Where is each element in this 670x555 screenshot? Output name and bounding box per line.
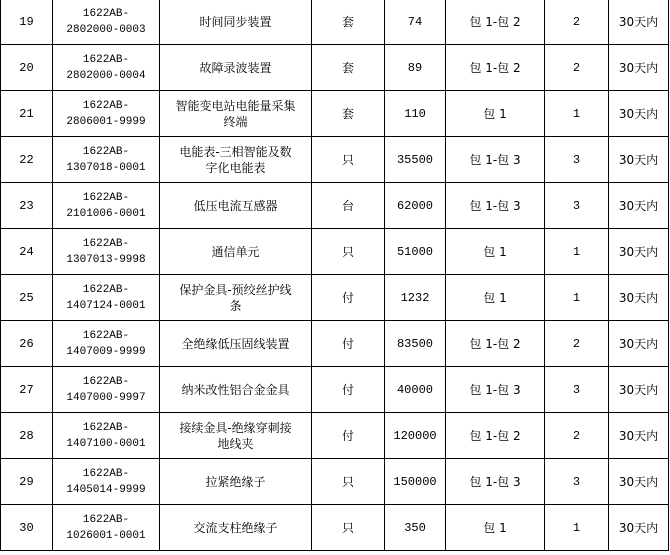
- unit-cell: 套: [312, 45, 385, 91]
- quantity-cell: 35500: [385, 137, 446, 183]
- material-name-cell: [160, 275, 312, 321]
- quantity-cell: 89: [385, 45, 446, 91]
- material-code-line: 1407124-0001: [66, 299, 146, 312]
- package-cell: 包 1-包 2: [446, 0, 545, 45]
- material-code-line: 1622AB-: [82, 237, 130, 250]
- seq-cell: 20: [1, 45, 53, 91]
- seq-cell: 21: [1, 91, 53, 137]
- material-name-line: 接续金具-绝缘穿刺接: [179, 420, 292, 435]
- table-row: [1, 0, 669, 45]
- material-name-cell: [160, 459, 312, 505]
- package-count-cell: 2: [545, 413, 609, 459]
- material-name-cell: [160, 367, 312, 413]
- table-row: [1, 367, 669, 413]
- package-cell: 包 1: [446, 91, 545, 137]
- unit-cell: 付: [312, 321, 385, 367]
- material-name-cell: [160, 183, 312, 229]
- seq-cell: 29: [1, 459, 53, 505]
- material-code-cell: [53, 137, 160, 183]
- table-row: [1, 229, 669, 275]
- quantity-cell: 350: [385, 505, 446, 551]
- table-row: [1, 45, 669, 91]
- seq-cell: 30: [1, 505, 53, 551]
- material-code-line: 1622AB-: [82, 513, 130, 526]
- unit-cell: 付: [312, 367, 385, 413]
- material-code-cell: [53, 459, 160, 505]
- package-count-cell: 2: [545, 0, 609, 45]
- delivery-cell: 30天内: [609, 45, 669, 91]
- material-code-cell: [53, 367, 160, 413]
- delivery-cell: 30天内: [609, 0, 669, 45]
- material-name-line: 拉紧绝缘子: [205, 474, 266, 489]
- quantity-cell: 62000: [385, 183, 446, 229]
- table-body: [1, 0, 669, 551]
- material-code-cell: [53, 321, 160, 367]
- package-cell: 包 1-包 2: [446, 45, 545, 91]
- material-name-line: 条: [229, 298, 242, 313]
- table-row: [1, 275, 669, 321]
- package-count-cell: 3: [545, 137, 609, 183]
- table-row: [1, 91, 669, 137]
- unit-cell: 只: [312, 459, 385, 505]
- delivery-cell: 30天内: [609, 137, 669, 183]
- quantity-cell: 51000: [385, 229, 446, 275]
- material-code-line: 1407000-9997: [66, 391, 146, 404]
- seq-cell: 19: [1, 0, 53, 45]
- delivery-cell: 30天内: [609, 183, 669, 229]
- seq-cell: 23: [1, 183, 53, 229]
- package-count-cell: 3: [545, 183, 609, 229]
- package-count-cell: 1: [545, 275, 609, 321]
- package-count-cell: 1: [545, 505, 609, 551]
- material-code-line: 1622AB-: [82, 467, 130, 480]
- package-cell: 包 1-包 3: [446, 459, 545, 505]
- package-cell: 包 1-包 2: [446, 321, 545, 367]
- material-code-line: 1622AB-: [82, 145, 130, 158]
- material-code-line: 1407009-9999: [66, 345, 146, 358]
- table-row: [1, 505, 669, 551]
- material-name-cell: [160, 137, 312, 183]
- material-code-line: 1622AB-: [82, 191, 130, 204]
- material-code-line: 1405014-9999: [66, 483, 146, 496]
- material-code-cell: [53, 229, 160, 275]
- package-count-cell: 1: [545, 229, 609, 275]
- seq-cell: 27: [1, 367, 53, 413]
- material-code-line: 2101006-0001: [66, 207, 146, 220]
- material-code-line: 1622AB-: [82, 329, 130, 342]
- package-cell: 包 1-包 3: [446, 137, 545, 183]
- package-cell: 包 1-包 3: [446, 183, 545, 229]
- unit-cell: 套: [312, 0, 385, 45]
- delivery-cell: 30天内: [609, 505, 669, 551]
- material-code-cell: [53, 183, 160, 229]
- table-row: [1, 183, 669, 229]
- unit-cell: 只: [312, 137, 385, 183]
- quantity-cell: 40000: [385, 367, 446, 413]
- material-name-line: 故障录波装置: [199, 60, 272, 75]
- material-name-line: 终端: [223, 114, 248, 129]
- material-name-cell: [160, 229, 312, 275]
- material-name-cell: [160, 45, 312, 91]
- material-name-line: 纳米改性铝合金金具: [181, 382, 290, 397]
- material-name-line: 电能表-三相智能及数: [179, 144, 292, 159]
- table-row: [1, 413, 669, 459]
- delivery-cell: 30天内: [609, 91, 669, 137]
- unit-cell: 台: [312, 183, 385, 229]
- package-count-cell: 3: [545, 459, 609, 505]
- package-cell: 包 1: [446, 275, 545, 321]
- table-row: [1, 459, 669, 505]
- material-name-cell: [160, 321, 312, 367]
- material-name-line: 字化电能表: [205, 160, 266, 175]
- material-code-line: 1622AB-: [82, 99, 130, 112]
- unit-cell: 只: [312, 229, 385, 275]
- material-code-cell: [53, 45, 160, 91]
- table-row: [1, 137, 669, 183]
- delivery-cell: 30天内: [609, 229, 669, 275]
- seq-cell: 22: [1, 137, 53, 183]
- material-code-line: 1622AB-: [82, 421, 130, 434]
- material-name-cell: [160, 0, 312, 45]
- package-count-cell: 2: [545, 321, 609, 367]
- unit-cell: 付: [312, 413, 385, 459]
- delivery-cell: 30天内: [609, 413, 669, 459]
- package-count-cell: 2: [545, 45, 609, 91]
- material-name-cell: [160, 91, 312, 137]
- seq-cell: 24: [1, 229, 53, 275]
- package-cell: 包 1: [446, 229, 545, 275]
- quantity-cell: 83500: [385, 321, 446, 367]
- package-cell: 包 1-包 3: [446, 367, 545, 413]
- material-name-line: 低压电流互感器: [193, 198, 278, 213]
- delivery-cell: 30天内: [609, 321, 669, 367]
- material-name-line: 时间同步装置: [199, 14, 272, 29]
- package-cell: 包 1: [446, 505, 545, 551]
- unit-cell: 付: [312, 275, 385, 321]
- package-cell: 包 1-包 2: [446, 413, 545, 459]
- seq-cell: 26: [1, 321, 53, 367]
- package-count-cell: 1: [545, 91, 609, 137]
- material-code-line: 1407100-0001: [66, 437, 146, 450]
- quantity-cell: 150000: [385, 459, 446, 505]
- quantity-cell: 1232: [385, 275, 446, 321]
- material-code-line: 2806001-9999: [66, 115, 146, 128]
- table-row: [1, 321, 669, 367]
- material-code-line: 1307013-9998: [66, 253, 146, 266]
- material-code-cell: [53, 413, 160, 459]
- package-count-cell: 3: [545, 367, 609, 413]
- material-code-line: 1307018-0001: [66, 161, 146, 174]
- delivery-cell: 30天内: [609, 459, 669, 505]
- material-name-line: 交流支柱绝缘子: [193, 520, 278, 535]
- quantity-cell: 120000: [385, 413, 446, 459]
- material-name-line: 保护金具-预绞丝护线: [179, 282, 292, 297]
- material-name-line: 地线夹: [217, 436, 254, 451]
- material-code-cell: [53, 275, 160, 321]
- material-code-line: 1622AB-: [82, 283, 130, 296]
- delivery-cell: 30天内: [609, 367, 669, 413]
- material-code-cell: [53, 505, 160, 551]
- material-name-cell: [160, 413, 312, 459]
- material-code-line: 1622AB-: [82, 7, 130, 20]
- delivery-cell: 30天内: [609, 275, 669, 321]
- quantity-cell: 110: [385, 91, 446, 137]
- material-code-line: 1622AB-: [82, 53, 130, 66]
- seq-cell: 28: [1, 413, 53, 459]
- material-code-cell: [53, 0, 160, 45]
- material-code-line: 1026001-0001: [66, 529, 146, 542]
- unit-cell: 套: [312, 91, 385, 137]
- material-code-line: 2802000-0003: [66, 23, 146, 36]
- material-name-line: 全绝缘低压固线装置: [181, 336, 290, 351]
- material-code-line: 1622AB-: [82, 375, 130, 388]
- unit-cell: 只: [312, 505, 385, 551]
- seq-cell: 25: [1, 275, 53, 321]
- quantity-cell: 74: [385, 0, 446, 45]
- material-code-cell: [53, 91, 160, 137]
- material-code-line: 2802000-0004: [66, 69, 146, 82]
- material-name-cell: [160, 505, 312, 551]
- material-name-line: 智能变电站电能量采集: [175, 98, 296, 113]
- material-name-line: 通信单元: [211, 244, 260, 259]
